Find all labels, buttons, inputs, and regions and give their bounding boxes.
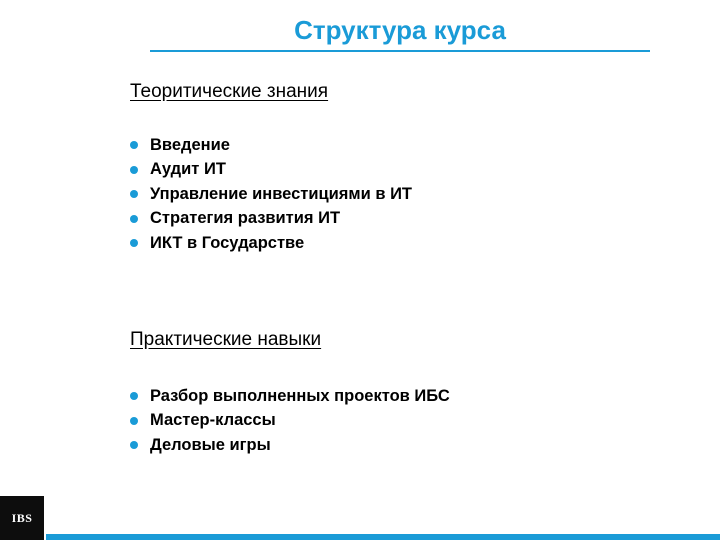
list-item-label: ИКТ в Государстве: [150, 233, 305, 252]
bullet-icon: [130, 215, 138, 223]
list-item-label: Введение: [150, 135, 230, 154]
bullet-icon: [130, 392, 138, 400]
logo-text: IBS: [11, 510, 33, 525]
list-item: [130, 133, 412, 158]
bullet-icon: [130, 417, 138, 425]
theory-bullet-list: [130, 133, 412, 256]
list-item: [130, 182, 412, 207]
list-item-label: Разбор выполненных проектов ИБС: [150, 386, 450, 405]
title-divider: [150, 50, 650, 52]
slide-title: Структура курса: [294, 15, 506, 45]
list-item-label: Стратегия развития ИТ: [150, 209, 341, 228]
bullet-icon: [130, 239, 138, 247]
list-item-label: Управление инвестициями в ИТ: [150, 184, 413, 203]
practice-bullet-list: [130, 384, 450, 458]
list-item-label: Мастер-классы: [150, 411, 276, 430]
section-heading-theory: Теоритические знания: [130, 81, 329, 102]
footer-bar: [46, 534, 720, 540]
bullet-icon: [130, 441, 138, 449]
list-item-label: Деловые игры: [150, 435, 271, 454]
bullet-icon: [130, 166, 138, 174]
ibs-logo: [0, 496, 44, 540]
list-item: [130, 384, 450, 409]
list-item: [130, 433, 450, 458]
list-item: [130, 158, 412, 183]
bullet-icon: [130, 141, 138, 149]
list-item: [130, 231, 412, 256]
list-item: [130, 207, 412, 232]
bullet-icon: [130, 190, 138, 198]
section-heading-practice: Практические навыки: [130, 329, 322, 350]
list-item-label: Аудит ИТ: [150, 160, 226, 179]
list-item: [130, 409, 450, 434]
